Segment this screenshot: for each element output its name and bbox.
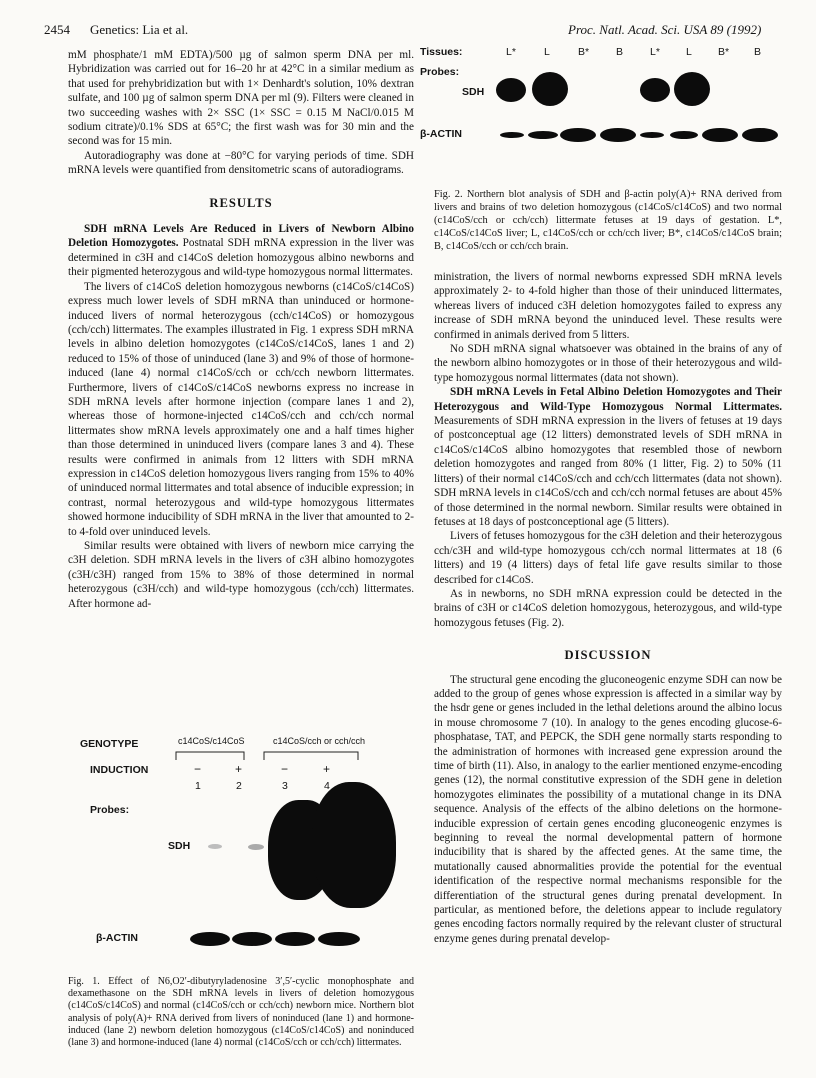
genotype-label: GENOTYPE	[80, 738, 139, 750]
results-paragraph-1: SDH mRNA Levels Are Reduced in Livers of Newborn Albino Deletion Homozygotes. Postnatal SDH mRNA expression in the liver was determined in c3H and c14CoS deletion homozygous albino newborns and their pigmented heterozygous and wild-type homozygous normal littermates.	[68, 223, 414, 279]
tissue-lane-5: L*	[650, 46, 660, 58]
right-paragraph-1: ministration, the livers of normal newborns expressed SDH mRNA levels approximately 2- to 4-fold higher than those of their uninduced littermates, whereas livers of induced c3H deletion homozygotes failed to express any increase of SDH mRNA beyond the uninduced level. These results were confirmed in animals derived from 5 litters.	[434, 271, 782, 341]
lane-number-4: 4	[324, 780, 330, 792]
tissues-label: Tissues:	[420, 46, 463, 58]
results-paragraph-2: The livers of c14CoS deletion homozygous newborns (c14CoS/c14CoS) express much lower levels of SDH mRNA than uninduced or hormone-induced livers of normal heterozygous (cch/c14CoS) or homozygous (cch/cch) littermates. The examples illustrated in Fig. 1 express SDH mRNA levels in albino deletion homozygotes (c14CoS/c14CoS, lanes 1 and 2) reduced to 15% of those of uninduced (lane 3) and 9% of those of hormone-induced (lane 4) normal c14CoS/cch or cch/cch newborn littermates. Furthermore, livers of c14CoS/c14CoS newborns express no increase in SDH mRNA levels after hormone injection (compare lanes 1 and 2), whereas those of hormone-injected c14CoS/cch and cch/cch normal littermates show mRNA levels approximately one and a half times higher than those determined in uninduced livers (compare lanes 3 and 4). These results were confirmed in animals from 12 litters with SDH mRNA expression in c14CoS deletion homozygous livers ranging from 15% to 40% of uninduced normal littermates and total absence of inducible expression; in contrast, normal heterozygous and wild-type homozygous littermates showed hormone inducibility of SDH mRNA in the liver that amounted to 2- to 4-fold over uninduced levels.	[68, 280, 414, 538]
tissue-lane-7: B*	[718, 46, 730, 58]
methods-paragraph: mM phosphate/1 mM EDTA)/500 µg of salmon sperm DNA per ml. Hybridization was carried out for 16–20 hr at 42°C in a similar medium as that used for prehybridization but with 1× Denhardt's solution, 10% dextran sulfate, and 100 µg of salmon sperm DNA per ml (9). Filters were cleaned in two succeeding washes with 2× SSC (1× SSC = 0.15 M NaCl/0.015 M sodium citrate)/0.1% SDS at 65°C; the first wash was for 30 min and the second was for 15 min.	[68, 49, 414, 148]
actin-band-lane-1	[190, 932, 230, 946]
discussion-paragraph: The structural gene encoding the gluconeogenic enzyme SDH can now be added to the group of genes whose expression is affected in a similar way by the hsdr gene or genes included in the lethal deletions around the albino locus in mouse chromosome 7 (10). In analogy to the genes encoding glucose-6-phosphatase, TAT, and PEPCK, the SDH gene normally starts responding to the administration of hormones with increased gene expression around the time of birth (11). Also, in analogy to the earlier mentioned enzyme-encoding genes (12), the normal constitutive expression of the SDH gene in deletion homozygotes eliminates the possibility of a mutational change in its DNA sequence. Analysis of the effects of the albino deletions on the hormone-inducible expression of certain genes encoding gluconeogenic enzymes is beginning to reveal the normal developmental pattern of hormone inducibility that is shared by the affected genes. At the same time, the mutationally caused abnormalities provide the potential for the eventual identification of the respective normal mechanisms responsible for the differentiation of the structural genes during prenatal development. In particular, as mentioned before, the deletions appear to include regulatory genes encoding factors normally required by the relevant cluster of structural enzyme genes during prenatal develop-	[434, 673, 782, 945]
genotype-group-2: c14CoS/cch or cch/cch	[273, 736, 366, 746]
fig2-actin-band-8	[742, 128, 778, 142]
lane-number-2: 2	[236, 780, 242, 792]
fig2-sdh-label: SDH	[462, 86, 485, 98]
fig2-actin-band-2	[528, 131, 558, 139]
fig2-actin-label: β-ACTIN	[420, 128, 462, 140]
fig2-sdh-band-1	[496, 78, 526, 102]
lane-number-3: 3	[282, 780, 288, 792]
right-paragraph-3: SDH mRNA Levels in Fetal Albino Deletion Homozygotes and Their Heterozygous and Wild-Type Homozygous Normal Littermates. Measurements of SDH mRNA expression in the livers of fetuses at 19 days of postconceptual age (12 litters) demonstrated levels of SDH mRNA in c14CoS/c14CoS albino homozygotes that resembled those of newborn deletion homozygotes and ranged from 80% (1 litter, Fig. 2) to 50% (11 litters) of their normal c14CoS/cch and cch/cch littermates (data not shown). SDH mRNA levels in c14CoS/cch and cch/cch normal fetuses are about 45% of those determined in the normal newborn. Similar results were obtained in fetuses at 18 days of postconceptional age (5 litters).	[434, 386, 782, 528]
genotype-group-1: c14CoS/c14CoS	[178, 736, 245, 746]
fig2-actin-band-6	[670, 131, 698, 139]
autoradiography-paragraph: Autoradiography was done at −80°C for varying periods of time. SDH mRNA levels were quantified from densitometric scans of autoradiograms.	[68, 149, 414, 177]
fig2-sdh-band-2	[532, 72, 568, 106]
tissue-lane-6: L	[686, 46, 692, 58]
journal-citation: Proc. Natl. Acad. Sci. USA 89 (1992)	[568, 22, 762, 37]
right-paragraph-4: Livers of fetuses homozygous for the c3H deletion and their heterozygous cch/c3H and wild-type homozygous cch/cch normal littermates at 18 (6 litters) and 19 (4 litters) days of fetal life gave results similar to those described for c14CoS.	[434, 530, 782, 586]
fig2-probes-label: Probes:	[420, 66, 460, 78]
lane-sign-2: +	[235, 762, 243, 776]
fig2-sdh-band-6	[674, 72, 710, 106]
induction-label: INDUCTION	[90, 764, 149, 776]
sdh-band-lane-1	[208, 844, 222, 849]
lane-sign-4: +	[323, 762, 331, 776]
sdh-probe-label: SDH	[168, 840, 191, 852]
lane-sign-1: −	[194, 762, 202, 776]
fig2-actin-band-3	[560, 128, 596, 142]
actin-band-lane-2	[232, 932, 272, 946]
figure-2	[420, 44, 780, 162]
right-column	[434, 270, 782, 946]
figure-1-caption: Fig. 1. Effect of N6,O2′-dibutyryladenosine 3′,5′-cyclic monophosphate and dexamethasone on the SDH mRNA levels in livers of deletion homozygous (c14CoS/c14CoS) and normal (c14CoS/cch or cch/cch) newborn mice. Northern blot analysis of poly(A)+ RNA derived from livers of noninduced (lane 1) and hormone-induced (lane 2) newborn deletion homozygous (c14CoS/c14CoS) and noninduced (lane 3) and hormone-induced (lane 4) normal (c14CoS/cch or cch/cch) littermates.	[68, 976, 414, 1049]
probes-label: Probes:	[90, 804, 130, 816]
lane-sign-3: −	[281, 762, 289, 776]
figure-2-caption: Fig. 2. Northern blot analysis of SDH and β-actin poly(A)+ RNA derived from livers and brains of two deletion homozygous (c14CoS/c14CoS) and two normal (c14CoS/cch or cch/cch) littermate fetuses at 19 days of gestation. L*, c14CoS/c14CoS liver; L, c14CoS/cch or cch/cch liver; B*, c14CoS/c14CoS brain; B, c14CoS/cch or cch/cch brain.	[434, 189, 782, 252]
fig2-actin-band-1	[500, 132, 524, 138]
tissue-lane-2: L	[544, 46, 550, 58]
tissue-lane-8: B	[754, 46, 762, 58]
discussion-heading: DISCUSSION	[564, 648, 652, 663]
running-title: Genetics: Lia et al.	[90, 22, 189, 37]
sdh-band-lane-2	[248, 844, 264, 850]
page-number: 2454	[44, 22, 70, 37]
actin-band-lane-4	[318, 932, 360, 946]
subsection-heading-newborn: SDH mRNA Levels Are Reduced in Livers of Newborn Albino Deletion Homozygotes.	[68, 223, 414, 250]
tissue-lane-1: L*	[506, 46, 516, 58]
results-paragraph-3: Similar results were obtained with livers of newborn mice carrying the c3H deletion. SDH mRNA levels in the livers of c3H albino homozygotes (c3H/c3H) ranged from 15% to 38% of those determined in normal heterozygous (c3H/cch) and wild-type homozygous (cch/cch) littermates. After hormone ad-	[68, 540, 414, 610]
results-heading: RESULTS	[209, 195, 273, 210]
left-column	[68, 48, 414, 611]
fig2-actin-band-5	[640, 132, 664, 138]
fig2-sdh-band-5	[640, 78, 670, 102]
right-paragraph-5: As in newborns, no SDH mRNA expression could be detected in the brains of c3H or c14CoS deletion homozygous, heterozygous, and wild-type homozygous fetuses (Fig. 2).	[434, 587, 782, 629]
fig2-actin-band-7	[702, 128, 738, 142]
tissue-lane-4: B	[616, 46, 624, 58]
figure-1	[68, 732, 414, 980]
fig2-actin-band-4	[600, 128, 636, 142]
actin-probe-label: β-ACTIN	[96, 932, 138, 944]
tissue-lane-3: B*	[578, 46, 590, 58]
subsection-heading-fetal: SDH mRNA Levels in Fetal Albino Deletion Homozygotes and Their Heterozygous and Wild-Type Homozygous Normal Littermates.	[434, 386, 782, 413]
lane-number-1: 1	[195, 780, 201, 792]
right-paragraph-2: No SDH mRNA signal whatsoever was obtained in the brains of any of the newborn albino homozygotes or in those of their heterozygous and wild-type homozygous normal littermates (data not shown).	[434, 343, 782, 384]
sdh-band-lane-4	[312, 782, 396, 908]
actin-band-lane-3	[275, 932, 315, 946]
